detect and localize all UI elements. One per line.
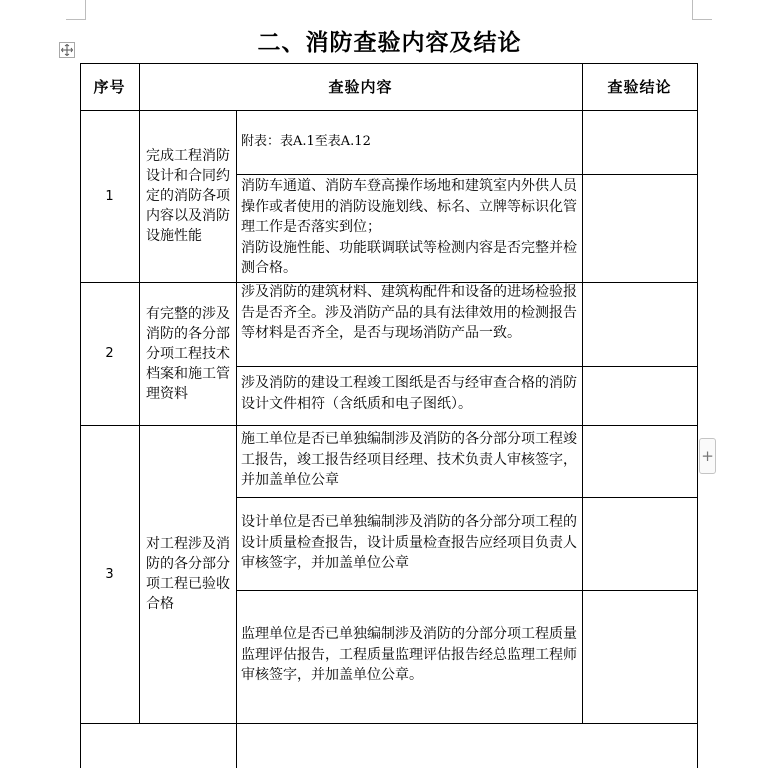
row1-content1: 附表：表A.1至表A.12: [241, 134, 371, 149]
row2-conclusion2-cell[interactable]: [582, 366, 697, 425]
header-divider: [80, 110, 698, 111]
header-content: 查验内容: [328, 78, 393, 96]
row3-content3: 监理单位是否已单独编制涉及消防的分部分项工程质量监理评估报告，工程质量监理评估报告经总监理工程师审核签字，并加盖单位公章。: [241, 626, 577, 683]
row1-content3: 消防设施性能、功能联调联试等检测内容是否完整并检测合格。: [241, 239, 577, 276]
row1-content2-cell: [236, 174, 582, 282]
row-divider: [80, 723, 698, 724]
header-conclusion: 查验结论: [607, 78, 672, 96]
row1-content1-cell: [236, 110, 582, 174]
row3-conclusion3-cell[interactable]: [582, 590, 697, 723]
table-move-handle[interactable]: [59, 42, 75, 58]
row2-content2-cell: [236, 366, 582, 425]
crop-mark-top-right: [692, 0, 712, 20]
row2-item-cell: [139, 282, 236, 425]
row2-content1: 涉及消防的建筑材料、建筑构配件和设备的进场检验报告是否齐全。涉及消防产品的具有法律效用的检测报告等材料是否齐全，是否与现场消防产品一致。: [241, 284, 577, 341]
row3-divider: [236, 590, 698, 591]
row2-content1-cell: [236, 282, 582, 366]
row3-seq: 3: [105, 566, 114, 582]
row1-content2: 消防车通道、消防车登高操作场地和建筑室内外供人员操作或者使用的消防设施划线、标名、立牌等标识化管理工作是否落实到位；: [241, 178, 577, 235]
row2-item: 有完整的涉及消防的各分部分项工程技术档案和施工管理资料: [146, 305, 230, 402]
row1-conclusion1-cell[interactable]: [582, 110, 697, 174]
crop-mark-top-left: [66, 0, 86, 20]
header-content-cell: [139, 63, 582, 110]
row3-conclusion1-cell[interactable]: [582, 425, 697, 497]
row2-seq-cell: [80, 282, 139, 425]
section-title: 二、消防查验内容及结论: [257, 30, 522, 56]
row3-conclusion2-cell[interactable]: [582, 497, 697, 590]
column-divider: [236, 110, 237, 768]
row1-seq-cell: [80, 110, 139, 282]
row3-item-cell: [139, 425, 236, 723]
table-border-left: [80, 63, 81, 768]
column-divider: [139, 63, 140, 723]
row2-conclusion1-cell[interactable]: [582, 282, 697, 366]
row-divider: [80, 282, 698, 283]
plus-icon: +: [701, 447, 714, 465]
row-divider: [80, 425, 698, 426]
header-seq-cell: [80, 63, 139, 110]
row1-item: 完成工程消防设计和合同约定的消防各项内容以及消防设施性能: [146, 148, 230, 244]
row3-seq-cell: [80, 425, 139, 723]
row3-item: 对工程涉及消防的各分部分项工程已验收合格: [146, 536, 230, 612]
row1-divider: [236, 174, 698, 175]
next-row-right-cell: [236, 723, 697, 768]
header-conclusion-cell: [582, 63, 697, 110]
row2-content2: 涉及消防的建设工程竣工图纸是否与经审查合格的消防设计文件相符（含纸质和电子图纸）。: [241, 375, 577, 412]
row1-conclusion2-cell[interactable]: [582, 174, 697, 282]
row3-content2: 设计单位是否已单独编制涉及消防的各分部分项工程的设计质量检查报告，设计质量检查报告应经项目负责人审核签字，并加盖单位公章: [241, 514, 577, 571]
next-row-left-cell: [80, 723, 236, 768]
row3-content3-cell: [236, 590, 582, 723]
row2-seq: 2: [105, 346, 114, 361]
table-add-handle[interactable]: [699, 438, 716, 474]
header-seq: 序号: [93, 78, 126, 96]
row3-content2-cell: [236, 497, 582, 590]
table-border-right: [697, 63, 698, 768]
row3-divider: [236, 497, 698, 498]
row2-divider: [236, 366, 698, 367]
table-border-top: [80, 63, 698, 64]
row3-content1: 施工单位是否已单独编制涉及消防的各分部分项工程竣工报告，竣工报告经项目经理、技术负责人审核签字，并加盖单位公章: [241, 431, 577, 488]
column-divider: [582, 63, 583, 723]
move-arrows-icon: [61, 44, 73, 56]
row1-item-cell: [139, 110, 236, 282]
row3-content1-cell: [236, 425, 582, 497]
row1-seq: 1: [105, 188, 114, 204]
